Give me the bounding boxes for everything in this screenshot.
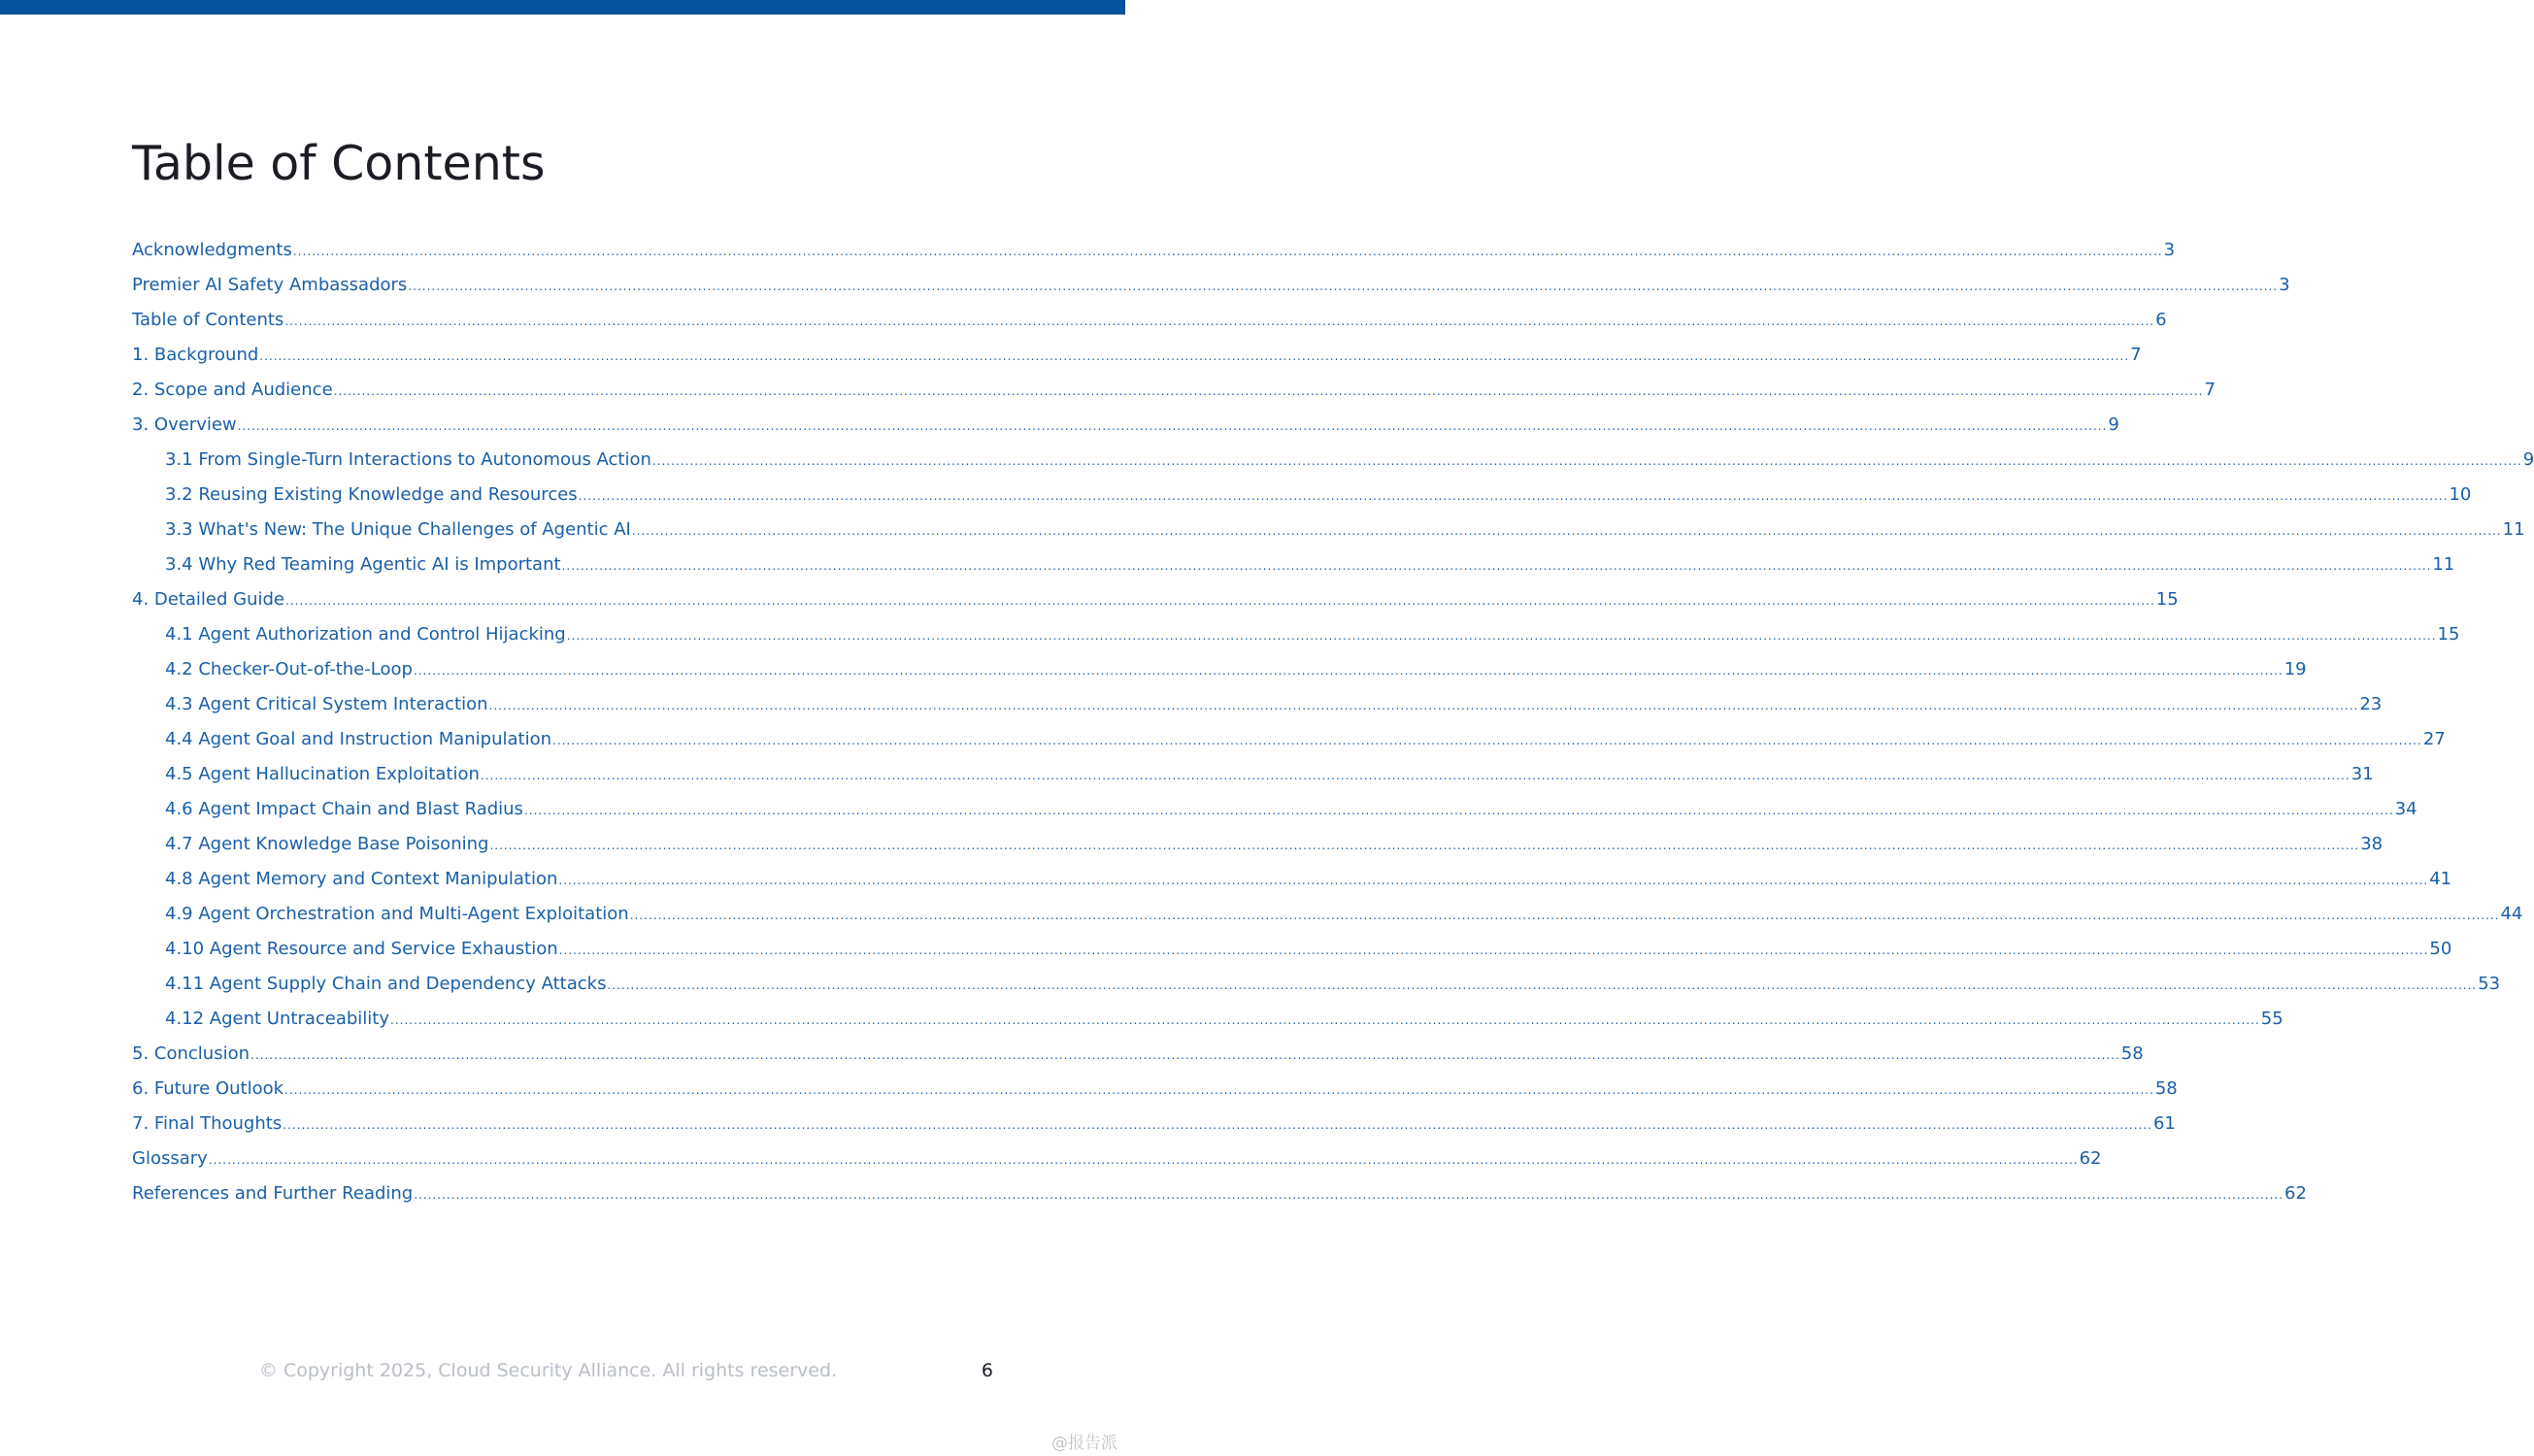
toc-entry[interactable] — [132, 1037, 2144, 1072]
toc-leader-dots: ................................................................................................................................................................................................................................................................................................................................................................................................................ — [578, 489, 2449, 503]
toc-entry-label: Glossary — [132, 1148, 208, 1169]
toc-entry-label: 3.3 What's New: The Unique Challenges of Agentic AI — [165, 519, 631, 540]
toc-entry-label: 4.5 Agent Hallucination Exploitation — [165, 764, 480, 784]
toc-entry[interactable] — [132, 478, 2472, 513]
toc-leader-dots: ................................................................................................................................................................................................................................................................................................................................................................................................................ — [489, 839, 2360, 852]
toc-entry-page-number: 6 — [2155, 310, 2167, 330]
toc-entry[interactable] — [132, 582, 2179, 617]
toc-entry[interactable] — [132, 513, 2525, 547]
toc-leader-dots: ................................................................................................................................................................................................................................................................................................................................................................................................................ — [552, 734, 2422, 747]
toc-entry-page-number: 11 — [2432, 554, 2455, 575]
toc-entry-page-number: 27 — [2422, 729, 2446, 749]
toc-leader-dots: ................................................................................................................................................................................................................................................................................................................................................................................................................ — [284, 1083, 2154, 1097]
toc-entry-label: 4.3 Agent Critical System Interaction — [165, 694, 488, 714]
toc-entry[interactable] — [132, 617, 2460, 652]
toc-entry-label: 7. Final Thoughts — [132, 1113, 283, 1134]
toc-entry-page-number: 62 — [2284, 1183, 2307, 1204]
toc-entry[interactable] — [132, 967, 2501, 1002]
toc-entry-label: 3. Overview — [132, 414, 237, 435]
toc-entry-page-number: 62 — [2079, 1148, 2102, 1169]
toc-leader-dots: ................................................................................................................................................................................................................................................................................................................................................................................................................ — [523, 804, 2394, 817]
toc-entry-page-number: 9 — [2108, 414, 2119, 435]
toc-leader-dots: ................................................................................................................................................................................................................................................................................................................................................................................................................ — [631, 524, 2502, 538]
toc-entry[interactable] — [132, 1142, 2102, 1176]
page-title: Table of Contents — [132, 136, 546, 191]
toc-entry-label: 1. Background — [132, 345, 259, 365]
toc-entry[interactable] — [132, 1176, 2307, 1211]
toc-entry-label: 4.2 Checker-Out-of-the-Loop — [165, 659, 413, 679]
toc-entry-label: 4.4 Agent Goal and Instruction Manipulation — [165, 729, 552, 749]
toc-entry[interactable] — [132, 757, 2374, 792]
toc-leader-dots: ................................................................................................................................................................................................................................................................................................................................................................................................................ — [651, 454, 2522, 468]
toc-entry-label: 4.10 Agent Resource and Service Exhaustion — [165, 939, 558, 959]
toc-entry[interactable] — [132, 1072, 2178, 1107]
toc-entry-page-number: 10 — [2449, 484, 2472, 505]
toc-entry[interactable] — [132, 443, 2534, 478]
toc-entry[interactable] — [132, 722, 2446, 757]
toc-entry[interactable] — [132, 303, 2167, 338]
toc-entry-page-number: 19 — [2284, 659, 2307, 679]
toc-entry[interactable] — [132, 233, 2176, 268]
toc-entry-label: 4.11 Agent Supply Chain and Dependency Attacks — [165, 974, 607, 994]
toc-entry-label: References and Further Reading — [132, 1183, 414, 1204]
toc-entry-page-number: 15 — [2155, 589, 2179, 610]
toc-entry-page-number: 41 — [2429, 869, 2452, 889]
toc-leader-dots: ................................................................................................................................................................................................................................................................................................................................................................................................................ — [283, 1118, 2152, 1132]
toc-entry-page-number: 15 — [2437, 624, 2460, 645]
toc-entry-label: 3.2 Reusing Existing Knowledge and Resources — [165, 484, 578, 505]
toc-entry-page-number: 7 — [2130, 345, 2142, 365]
toc-entry[interactable] — [132, 547, 2455, 582]
footer-copyright: © Copyright 2025, Cloud Security Alliance. All rights reserved. — [258, 1360, 838, 1381]
toc-entry-page-number: 53 — [2478, 974, 2501, 994]
top-accent-bar — [0, 0, 1125, 15]
toc-entry-label: 4.8 Agent Memory and Context Manipulation — [165, 869, 558, 889]
toc-entry-label: 4. Detailed Guide — [132, 589, 284, 610]
footer-page-number: 6 — [981, 1360, 993, 1381]
toc-leader-dots: ................................................................................................................................................................................................................................................................................................................................................................................................................ — [566, 629, 2437, 643]
toc-leader-dots: ................................................................................................................................................................................................................................................................................................................................................................................................................ — [208, 1153, 2079, 1167]
toc-entry[interactable] — [132, 862, 2452, 897]
toc-entry[interactable] — [132, 1107, 2176, 1142]
toc-entry[interactable] — [132, 652, 2307, 687]
toc-leader-dots: ................................................................................................................................................................................................................................................................................................................................................................................................................ — [561, 559, 2432, 573]
toc-entry-page-number: 11 — [2502, 519, 2525, 540]
toc-entry[interactable] — [132, 827, 2384, 862]
toc-leader-dots: ................................................................................................................................................................................................................................................................................................................................................................................................................ — [259, 349, 2130, 363]
toc-leader-dots: ................................................................................................................................................................................................................................................................................................................................................................................................................ — [629, 909, 2500, 922]
toc-leader-dots: ................................................................................................................................................................................................................................................................................................................................................................................................................ — [237, 419, 2108, 433]
toc-entry[interactable] — [132, 932, 2452, 967]
toc-leader-dots: ................................................................................................................................................................................................................................................................................................................................................................................................................ — [408, 280, 2279, 293]
toc-leader-dots: ................................................................................................................................................................................................................................................................................................................................................................................................................ — [558, 874, 2429, 887]
toc-entry-label: 2. Scope and Audience — [132, 380, 333, 400]
toc-entry-page-number: 44 — [2500, 904, 2523, 924]
toc-leader-dots: ................................................................................................................................................................................................................................................................................................................................................................................................................ — [488, 699, 2359, 712]
toc-entry-page-number: 7 — [2204, 380, 2216, 400]
toc-entry-page-number: 58 — [2120, 1043, 2144, 1064]
toc-leader-dots: ................................................................................................................................................................................................................................................................................................................................................................................................................ — [414, 1188, 2284, 1202]
toc-leader-dots: ................................................................................................................................................................................................................................................................................................................................................................................................................ — [333, 384, 2204, 398]
toc-leader-dots: ................................................................................................................................................................................................................................................................................................................................................................................................................ — [558, 943, 2429, 957]
toc-leader-dots: ................................................................................................................................................................................................................................................................................................................................................................................................................ — [292, 245, 2163, 258]
toc-entry-label: Premier AI Safety Ambassadors — [132, 275, 408, 295]
toc-entry-page-number: 31 — [2351, 764, 2374, 784]
toc-entry-label: 4.7 Agent Knowledge Base Poisoning — [165, 834, 489, 854]
toc-leader-dots: ................................................................................................................................................................................................................................................................................................................................................................................................................ — [607, 978, 2478, 992]
toc-entry[interactable] — [132, 268, 2290, 303]
toc-leader-dots: ................................................................................................................................................................................................................................................................................................................................................................................................................ — [480, 769, 2351, 782]
toc-entry-page-number: 38 — [2360, 834, 2384, 854]
toc-leader-dots: ................................................................................................................................................................................................................................................................................................................................................................................................................ — [284, 314, 2155, 328]
toc-entry[interactable] — [132, 792, 2417, 827]
toc-entry-label: 5. Conclusion — [132, 1043, 250, 1064]
toc-entry-label: Table of Contents — [132, 310, 284, 330]
toc-entry-page-number: 9 — [2522, 449, 2534, 470]
watermark: @报告派 — [1051, 1434, 1117, 1453]
toc-entry-page-number: 61 — [2152, 1113, 2176, 1134]
toc-entry-label: 3.4 Why Red Teaming Agentic AI is Important — [165, 554, 561, 575]
table-of-contents — [132, 233, 2534, 1211]
toc-entry[interactable] — [132, 408, 2119, 443]
toc-entry-label: Acknowledgments — [132, 240, 292, 260]
toc-leader-dots: ................................................................................................................................................................................................................................................................................................................................................................................................................ — [250, 1048, 2120, 1062]
toc-entry-label: 4.9 Agent Orchestration and Multi-Agent Exploitation — [165, 904, 629, 924]
toc-entry-page-number: 3 — [2279, 275, 2290, 295]
toc-leader-dots: ................................................................................................................................................................................................................................................................................................................................................................................................................ — [390, 1013, 2260, 1027]
toc-entry-label: 4.12 Agent Untraceability — [165, 1009, 390, 1029]
toc-entry-page-number: 3 — [2163, 240, 2176, 260]
toc-entry[interactable] — [132, 897, 2523, 932]
toc-leader-dots: ................................................................................................................................................................................................................................................................................................................................................................................................................ — [285, 594, 2155, 608]
toc-entry-label: 4.1 Agent Authorization and Control Hijacking — [165, 624, 566, 645]
toc-entry-page-number: 55 — [2260, 1009, 2284, 1029]
toc-entry-label: 6. Future Outlook — [132, 1078, 284, 1099]
toc-leader-dots: ................................................................................................................................................................................................................................................................................................................................................................................................................ — [413, 664, 2284, 678]
toc-entry-page-number: 58 — [2154, 1078, 2178, 1099]
toc-entry-page-number: 23 — [2359, 694, 2383, 714]
toc-entry-page-number: 34 — [2394, 799, 2417, 819]
toc-entry[interactable] — [132, 373, 2216, 408]
toc-entry[interactable] — [132, 1002, 2284, 1037]
toc-entry[interactable] — [132, 687, 2383, 722]
toc-entry[interactable] — [132, 338, 2142, 373]
toc-entry-label: 3.1 From Single-Turn Interactions to Autonomous Action — [165, 449, 651, 470]
toc-entry-page-number: 50 — [2429, 939, 2452, 959]
toc-entry-label: 4.6 Agent Impact Chain and Blast Radius — [165, 799, 523, 819]
